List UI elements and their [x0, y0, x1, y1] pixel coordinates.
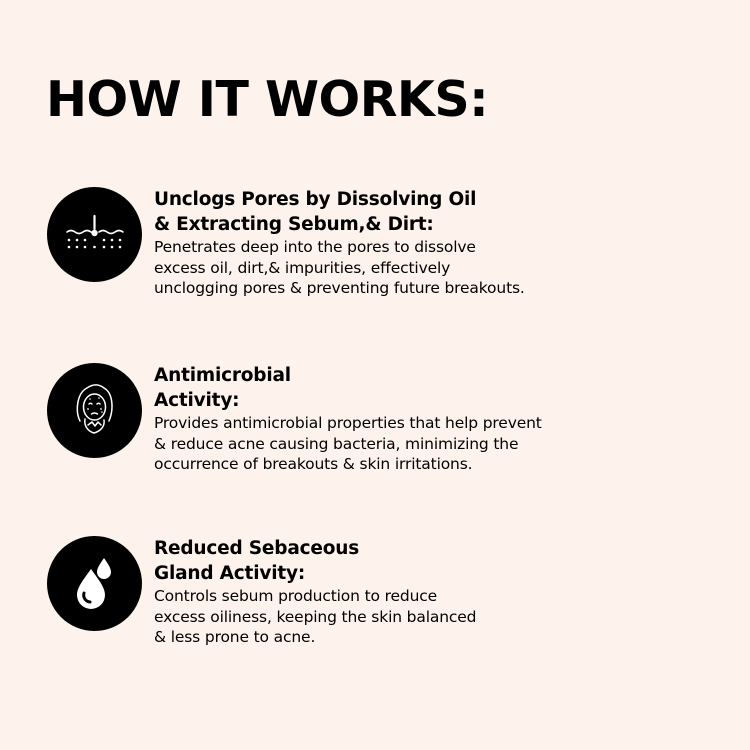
feature-title: Unclogs Pores by Dissolving Oil & Extracting Sebum,& Dirt: — [154, 189, 477, 235]
feature-title: Reduced Sebaceous Gland Activity: — [154, 538, 360, 584]
page-title: HOW IT WORKS: — [46, 71, 489, 128]
feature-title: Antimicrobial Activity: — [154, 365, 291, 411]
feature-description: Controls sebum production to reduce excess oiliness, keeping the skin balanced & less prone to acne. — [154, 587, 477, 646]
acne-face-icon — [47, 363, 142, 458]
oil-drops-icon — [47, 536, 142, 631]
feature-description: Provides antimicrobial properties that help prevent & reduce acne causing bacteria, minimizing the occurrence of breakouts & skin irritations. — [154, 414, 542, 473]
pore-skin-icon — [47, 187, 142, 282]
feature-description: Penetrates deep into the pores to dissolve excess oil, dirt,& impurities, effectively unclogging pores & preventing future breakouts. — [154, 238, 525, 297]
